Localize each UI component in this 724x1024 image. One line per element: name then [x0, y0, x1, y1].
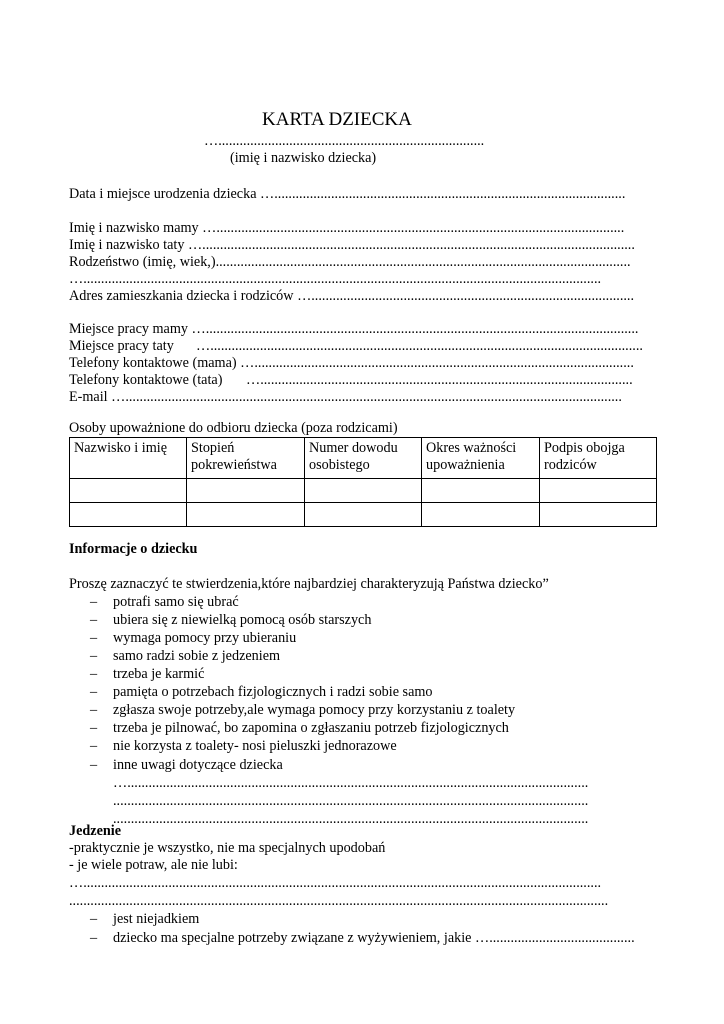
mother-phone-field[interactable]: Telefony kontaktowe (mama) …........................................................................................................... [69, 355, 634, 371]
father-name-field[interactable]: Imię i nazwisko taty ….......................................................................................................................... [69, 237, 635, 253]
list-item[interactable]: trzeba je karmić [113, 666, 205, 682]
list-item[interactable]: ubiera się z niewielką pomocą osób starszych [113, 612, 372, 628]
food-dislikes-line[interactable]: ….................................................................................................................................................. [69, 875, 602, 891]
siblings-continuation-field[interactable]: ….................................................................................................................................................. [69, 271, 602, 287]
list-item[interactable]: inne uwagi dotyczące dziecka [113, 757, 283, 773]
table-cell[interactable] [70, 479, 187, 503]
list-item[interactable]: dziecko ma specjalne potrzeby związane z wyżywieniem, jakie …......................................... [113, 930, 635, 946]
father-phone-field[interactable]: …......................................................................................................... [246, 372, 633, 388]
dash-bullet: – [90, 930, 98, 946]
table-cell[interactable] [540, 479, 657, 503]
table-cell[interactable] [187, 479, 305, 503]
child-name-caption: (imię i nazwisko dziecka) [230, 150, 377, 166]
column-header-signature: Podpis obojga rodziców [540, 438, 657, 479]
authorized-caption: Osoby upoważnione do odbioru dziecka (poza rodzicami) [69, 420, 398, 436]
list-item[interactable]: pamięta o potrzebach fizjologicznych i radzi sobie samo [113, 684, 433, 700]
dash-bullet: – [90, 666, 98, 682]
notes-line[interactable]: ...................................................................................................................................... [113, 793, 589, 809]
food-line: -praktycznie je wszystko, nie ma specjalnych upodobań [69, 840, 386, 856]
siblings-field[interactable]: Rodzeństwo (imię, wiek,)..................................................................................................................... [69, 254, 631, 270]
list-item[interactable]: potrafi samo się ubrać [113, 594, 239, 610]
father-work-field[interactable]: ….......................................................................................................................... [196, 338, 643, 354]
column-header-relation: Stopień pokrewieństwa [187, 438, 305, 479]
table-cell[interactable] [70, 503, 187, 527]
list-item[interactable]: samo radzi sobie z jedzeniem [113, 648, 281, 664]
table-cell[interactable] [422, 479, 540, 503]
mother-work-field[interactable]: Miejsce pracy mamy ….......................................................................................................................... [69, 321, 639, 337]
email-field[interactable]: E-mail …............................................................................................................................................ [69, 389, 622, 405]
list-item[interactable]: wymaga pomocy przy ubieraniu [113, 630, 297, 646]
notes-line[interactable]: ...................................................................................................................................... [113, 811, 589, 827]
food-line: - je wiele potraw, ale nie lubi: [69, 857, 238, 873]
dash-bullet: – [90, 757, 98, 773]
dash-bullet: – [90, 720, 98, 736]
dash-bullet: – [90, 594, 98, 610]
food-heading: Jedzenie [69, 823, 122, 839]
dash-bullet: – [90, 684, 98, 700]
column-header-id-number: Numer dowodu osobistego [305, 438, 422, 479]
list-item[interactable]: nie korzysta z toalety- nosi pieluszki jednorazowe [113, 738, 397, 754]
table-cell[interactable] [422, 503, 540, 527]
dash-bullet: – [90, 630, 98, 646]
dash-bullet: – [90, 648, 98, 664]
table-cell[interactable] [305, 503, 422, 527]
info-intro: Proszę zaznaczyć te stwierdzenia,które najbardziej charakteryzują Państwa dziecko” [69, 576, 549, 592]
column-header-validity: Okres ważności upoważnienia [422, 438, 540, 479]
birth-field[interactable]: Data i miejsce urodzenia dziecka …................................................................................................... [69, 186, 626, 202]
father-work-label: Miejsce pracy taty [69, 338, 174, 354]
notes-line[interactable]: ….................................................................................................................................. [113, 775, 589, 791]
food-dislikes-line[interactable]: ........................................................................................................................................................ [69, 893, 609, 909]
table-cell[interactable] [187, 503, 305, 527]
mother-name-field[interactable]: Imię i nazwisko mamy …................................................................................................................... [69, 220, 625, 236]
table-cell[interactable] [305, 479, 422, 503]
page-title: KARTA DZIECKA [262, 109, 412, 130]
dash-bullet: – [90, 738, 98, 754]
address-field[interactable]: Adres zamieszkania dziecka i rodziców …........................................................................................... [69, 288, 635, 304]
table-cell[interactable] [540, 503, 657, 527]
table-row [70, 479, 657, 503]
dash-bullet: – [90, 702, 98, 718]
list-item[interactable]: trzeba je pilnować, bo zapomina o zgłaszaniu potrzeb fizjologicznych [113, 720, 509, 736]
list-item[interactable]: jest niejadkiem [113, 911, 200, 927]
authorized-persons-table [69, 437, 657, 527]
dash-bullet: – [90, 911, 98, 927]
table-header-row [70, 438, 657, 479]
list-item[interactable]: zgłasza swoje potrzeby,ale wymaga pomocy przy korzystaniu z toalety [113, 702, 516, 718]
column-header-name: Nazwisko i imię [70, 438, 187, 479]
child-name-line[interactable]: …........................................................................... [204, 133, 485, 149]
table-row [70, 503, 657, 527]
info-heading: Informacje o dziecku [69, 541, 198, 557]
dash-bullet: – [90, 612, 98, 628]
father-phone-label: Telefony kontaktowe (tata) [69, 372, 223, 388]
